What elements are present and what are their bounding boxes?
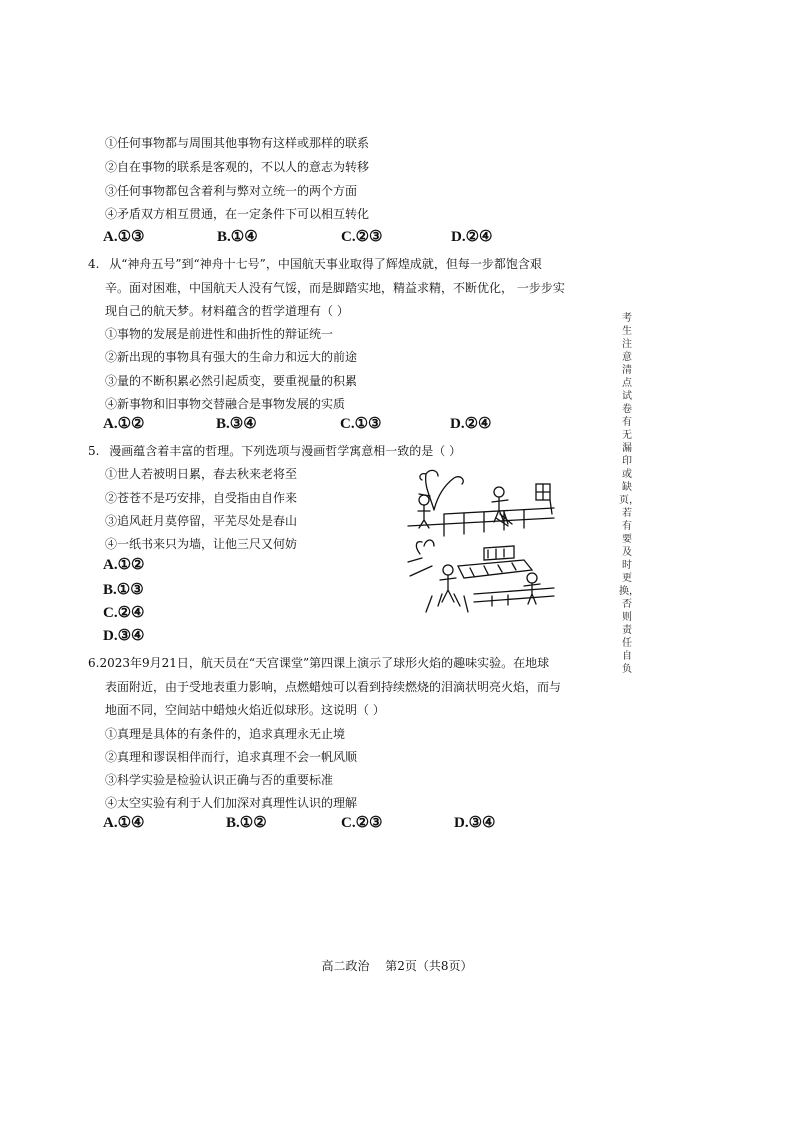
q4-choice-b: B.③④ (216, 416, 257, 432)
q3-choice-a: A.①③ (103, 229, 145, 245)
q4-option-1: ①事物的发展是前进性和曲折性的辩证统一 (105, 327, 334, 341)
q4-choice-d: D.②④ (450, 416, 492, 432)
q5-choice-b: B.①③ (103, 582, 144, 598)
q3-option-4: ④矛盾双方相互贯通，在一定条件下可以相互转化 (105, 207, 370, 221)
q5-stem: 5. 漫画蕴含着丰富的哲理。下列选项与漫画哲学寓意相一致的是（ ） (88, 444, 462, 458)
q3-choice-b: B.①④ (217, 229, 258, 245)
q5-choice-c: C.②④ (103, 605, 145, 621)
q4-option-2: ②新出现的事物具有强大的生命力和远大的前途 (105, 350, 358, 364)
q6-option-4: ④太空实验有利于人们加深对真理性认识的理解 (105, 796, 358, 810)
q3-option-1: ①任何事物都与周围其他事物有这样或那样的联系 (105, 136, 370, 150)
q4-stem-line-3: 现自己的航天梦。材料蕴含的哲学道理有（ ） (105, 304, 349, 318)
q5-option-3: ③追风赶月莫停留，平芜尽处是春山 (105, 514, 298, 528)
q4-stem-line-2: 辛。面对困难，中国航天人没有气馁，而是脚踏实地，精益求精，不断优化， 一步步实 (105, 281, 565, 295)
q5-option-2: ②苍苍不是巧安排，自受指由自作来 (105, 491, 298, 505)
q5-choice-d: D.③④ (103, 628, 145, 644)
footer-page-number: 第2页（共8页） (385, 959, 473, 973)
q6-option-1: ①真理是具体的有条件的，追求真理永无止境 (105, 727, 346, 741)
q6-number: 6. (88, 656, 100, 670)
q3-option-2: ②自在事物的联系是客观的，不以人的意志为转移 (105, 160, 370, 174)
q6-stem-line-1: 6.2023年9月21日，航天员在“天宫课堂”第四课上演示了球形火焰的趣味实验。在地球 (88, 656, 550, 670)
q3-choice-c: C.②③ (341, 229, 383, 245)
q4-option-3: ③量的不断积累必然引起质变，要重视量的积累 (105, 374, 358, 388)
q3-choice-d: D.②④ (451, 229, 493, 245)
q5-choice-a: A.①② (103, 557, 145, 573)
q5-option-4: ④一纸书来只为墙，让他三尺又何妨 (105, 537, 298, 551)
side-notice: 考生注意清点试卷有无漏印或缺页，若有要及时更换，否则责任自负 (619, 313, 639, 675)
q6-stem-line-2: 表面附近，由于受地表重力影响，点燃蜡烛可以看到持续燃烧的泪滴状明亮火焰，而与 (105, 680, 562, 694)
q6-stem-line-3: 地面不同，空间站中蜡烛火焰近似球形。这说明（ ） (105, 703, 385, 717)
page-footer (0, 957, 794, 974)
q5-number: 5. (88, 444, 100, 458)
q6-option-2: ②真理和谬误相伴而行，追求真理不会一帆风顺 (105, 750, 358, 764)
q6-choice-c: C.②③ (341, 815, 383, 831)
q4-option-4: ④新事物和旧事物交替融合是事物发展的实质 (105, 397, 346, 411)
q6-choice-d: D.③④ (454, 815, 496, 831)
q6-option-3: ③科学实验是检验认识正确与否的重要标准 (105, 773, 334, 787)
q4-choice-a: A.①② (103, 416, 145, 432)
q5-option-1: ①世人若被明日累，春去秋来老将至 (105, 467, 298, 481)
cartoon-illustration (404, 466, 560, 616)
footer-subject: 高二政治 (321, 959, 370, 973)
q4-choice-c: C.①③ (340, 416, 382, 432)
q4-stem-line-1: 4. 从“神舟五号”到“神舟十七号”，中国航天事业取得了辉煌成就，但每一步都饱含艰 (88, 257, 542, 271)
q6-choice-a: A.①④ (103, 815, 145, 831)
q4-number: 4. (88, 257, 100, 271)
q6-choice-b: B.①② (226, 815, 267, 831)
q3-option-3: ③任何事物都包含着利与弊对立统一的两个方面 (105, 184, 358, 198)
